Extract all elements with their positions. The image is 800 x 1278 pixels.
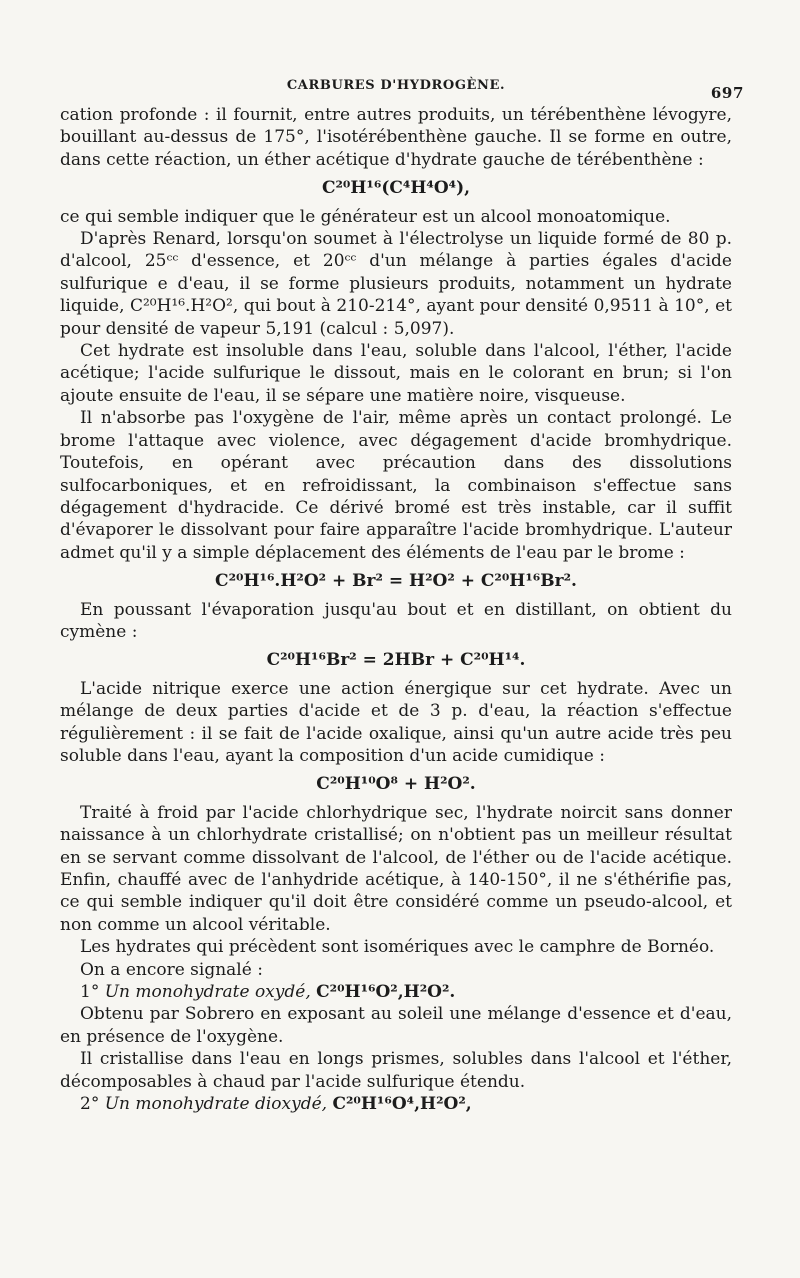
running-header [60,78,744,104]
item-1-title: Un monohydrate oxydé, [104,982,311,1003]
paragraph-3: D'après Renard, lorsqu'on soumet à l'électrolyse un liquide formé de 80 p. d'alcool, 25ᶜᶜ d'essence, et 20ᶜᶜ d'un mélange à parties égales d'acide sulfurique e d'eau, il se forme plusieurs produits, notamment un hydrate liquide, C²⁰H¹⁶.H²O², qui bout à 210-214°, ayant pour densité 0,9511 à 10°, et pour densité de vapeur 5,191 (calcul : 5,097). [60,229,732,339]
paragraph-2: ce qui semble indiquer que le générateur est un alcool monoatomique. [60,206,671,227]
paragraph-4: Cet hydrate est insoluble dans l'eau, soluble dans l'alcool, l'éther, l'acide acétique; l'acide sulfurique le dissout, mais en le colorant en brun; si l'on ajoute ensuite de l'eau, il se sépare une matière noire, visqueuse. [60,341,732,406]
paragraph-5: Il n'absorbe pas l'oxygène de l'air, même après un contact prolongé. Le brome l'attaque avec violence, avec dégagement d'acide bromhydrique. Toutefois, en opérant avec précaution dans des dissolutions sulfocarboniques, et en refroidissant, la combinaison s'effectue sans dégagement d'hydracide. Ce dérivé bromé est très instable, car il suffit d'évaporer le dissolvant pour faire apparaître l'acide bromhydrique. L'auteur admet qu'il y a simple déplacement des éléments de l'eau par le brome : [60,408,732,563]
header-title: CARBURES D'HYDROGÈNE. [286,78,506,93]
paragraph-11: Obtenu par Sobrero en exposant au soleil une mélange d'essence et d'eau, en présence de l'oxygène. [60,1004,732,1047]
paragraph-6: En poussant l'évaporation jusqu'au bout et en distillant, on obtient du cymène : [60,599,732,642]
paragraph-7: L'acide nitrique exerce une action énergique sur cet hydrate. Avec un mélange de deux parties d'acide et de 3 p. d'eau, la réaction s'effectue régulièrement : il se fait de l'acide oxalique, ainsi qu'un autre acide très peu soluble dans l'eau, ayant la composition d'un acide cumidique : [60,678,732,766]
formula-4: C²⁰H¹⁰O⁸ + H²O². [316,774,476,795]
list-item-1 [60,981,732,1003]
item-1-formula: C²⁰H¹⁶O²,H²O². [316,982,456,1003]
item-2-number: 2° [80,1094,100,1115]
list-item-2 [60,1093,732,1115]
item-2-formula: C²⁰H¹⁶O⁴,H²O², [332,1094,472,1115]
item-1-number: 1° [80,982,100,1003]
document-page [60,78,744,1115]
formula-2: C²⁰H¹⁶.H²O² + Br² = H²O² + C²⁰H¹⁶Br². [215,571,577,592]
paragraph-12: Il cristallise dans l'eau en longs prismes, solubles dans l'alcool et l'éther, décomposables à chaud par l'acide sulfurique étendu. [60,1049,732,1092]
page-number: 697 [710,84,744,102]
paragraph-9: Les hydrates qui précèdent sont isomériques avec le camphre de Bornéo. [80,937,715,958]
formula-3: C²⁰H¹⁶Br² = 2HBr + C²⁰H¹⁴. [266,650,526,671]
item-2-title: Un monohydrate dioxydé, [104,1094,328,1115]
formula-1: C²⁰H¹⁶(C⁴H⁴O⁴), [321,178,471,199]
paragraph-10: On a encore signalé : [80,959,263,980]
paragraph-1: cation profonde : il fournit, entre autres produits, un térébenthène lévogyre, bouillant au-dessus de 175°, l'isotérébenthène gauche. Il se forme en outre, dans cette réaction, un éther acétique d'hydrate gauche de térébenthène : [60,105,732,170]
paragraph-8: Traité à froid par l'acide chlorhydrique sec, l'hydrate noircit sans donner naissance à un chlorhydrate cristallisé; on n'obtient pas un meilleur résultat en se servant comme dissolvant de l'alcool, de l'éther ou de l'acide acétique. Enfin, chauffé avec de l'anhydride acétique, à 140-150°, il ne s'éthérifie pas, ce qui semble indiquer qu'il doit être considéré comme un pseudo-alcool, et non comme un alcool véritable. [60,802,732,935]
